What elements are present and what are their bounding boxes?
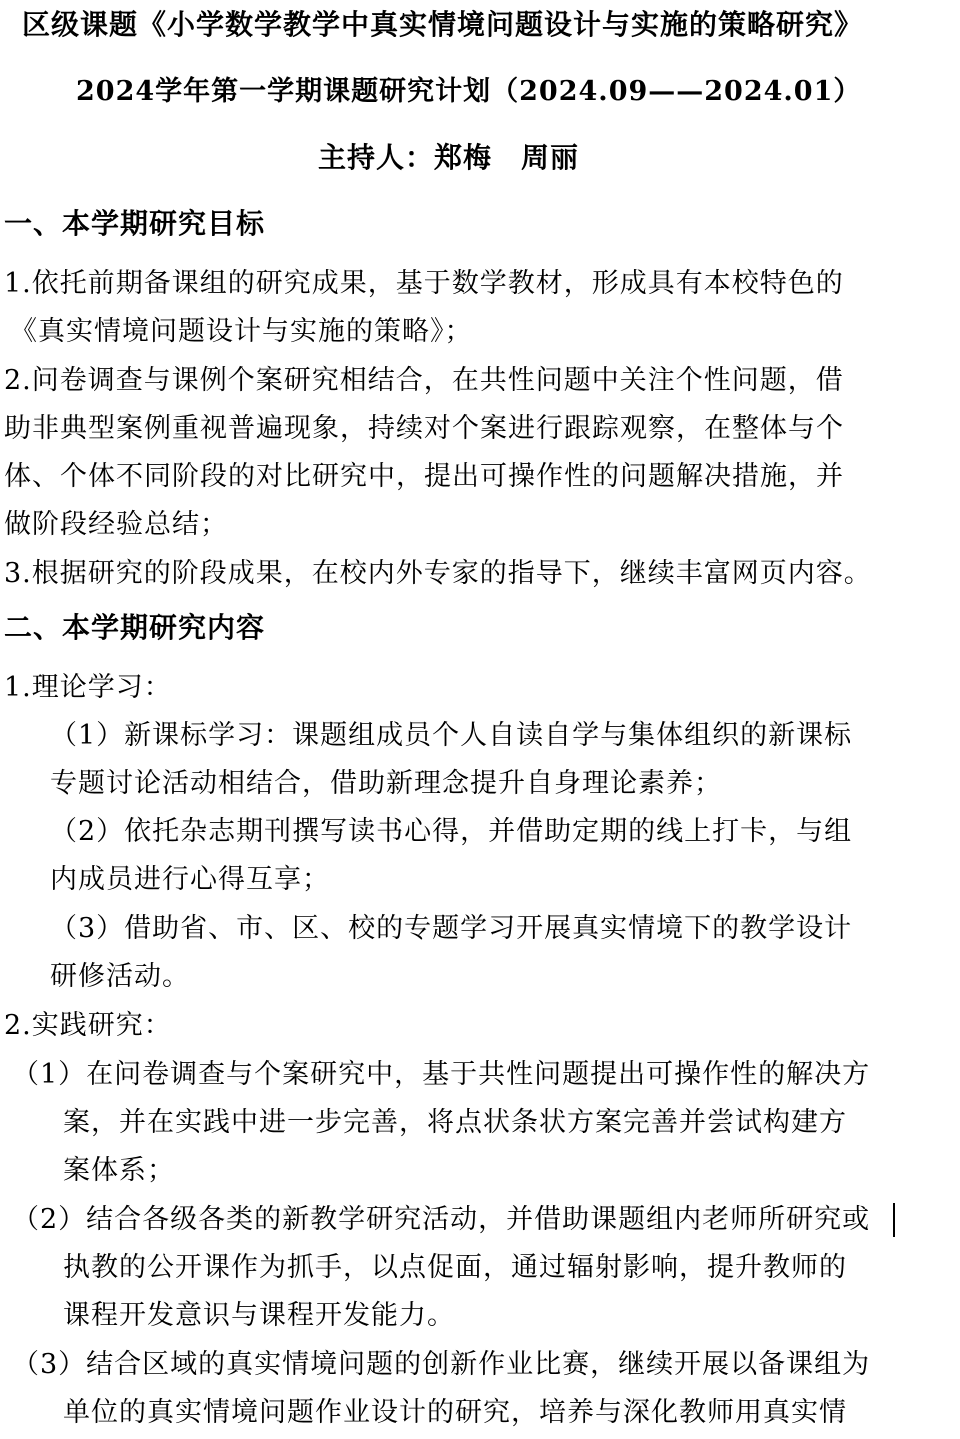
- goals-line: 3.根据研究的阶段成果，在校内外专家的指导下，继续丰富网页内容。: [4, 558, 872, 589]
- content-line: 内成员进行心得互享；: [50, 864, 330, 895]
- content-line: （3）结合区域的真实情境问题的创新作业比赛，继续开展以备课组为: [12, 1349, 871, 1380]
- document-subtitle: 2024学年第一学期课题研究计划（2024.09——2024.01）: [76, 76, 862, 107]
- goals-line: 做阶段经验总结；: [4, 509, 228, 540]
- content-line: 专题讨论活动相结合，借助新理念提升自身理论素养；: [50, 768, 722, 799]
- goals-line: 助非典型案例重视普遍现象，持续对个案进行跟踪观察，在整体与个: [4, 413, 844, 444]
- content-line: （1）新课标学习：课题组成员个人自读自学与集体组织的新课标: [50, 720, 853, 751]
- text-cursor: [893, 1203, 895, 1237]
- content-line: 案，并在实践中进一步完善，将点状条状方案完善并尝试构建方: [63, 1107, 847, 1138]
- document-hosts: 主持人：郑梅 周丽: [318, 141, 580, 174]
- content-line: （3）借助省、市、区、校的专题学习开展真实情境下的教学设计: [50, 913, 853, 944]
- goals-line: 2.问卷调查与课例个案研究相结合，在共性问题中关注个性问题，借: [4, 365, 844, 396]
- section-heading-content: 二、本学期研究内容: [4, 611, 266, 644]
- content-line: （2）结合各级各类的新教学研究活动，并借助课题组内老师所研究或: [12, 1204, 871, 1235]
- goals-line: 体、个体不同阶段的对比研究中，提出可操作性的问题解决措施，并: [4, 461, 844, 492]
- content-line: 1.理论学习：: [4, 672, 172, 703]
- content-line: 执教的公开课作为抓手，以点促面，通过辐射影响，提升教师的: [63, 1252, 847, 1283]
- content-line: 单位的真实情境问题作业设计的研究，培养与深化教师用真实情: [63, 1397, 847, 1428]
- content-line: 课程开发意识与课程开发能力。: [63, 1300, 455, 1331]
- section-heading-goals: 一、本学期研究目标: [4, 207, 266, 240]
- content-line: 2.实践研究：: [4, 1010, 172, 1041]
- content-line: 案体系；: [63, 1155, 175, 1186]
- content-line: （2）依托杂志期刊撰写读书心得，并借助定期的线上打卡，与组: [50, 816, 853, 847]
- content-line: 研修活动。: [50, 961, 190, 992]
- goals-line: 1.依托前期备课组的研究成果，基于数学教材，形成具有本校特色的: [4, 268, 844, 299]
- content-line: （1）在问卷调查与个案研究中，基于共性问题提出可操作性的解决方: [12, 1059, 871, 1090]
- document-title: 区级课题《小学数学教学中真实情境问题设计与实施的策略研究》: [22, 8, 864, 41]
- goals-line: 《真实情境问题设计与实施的策略》；: [10, 316, 473, 347]
